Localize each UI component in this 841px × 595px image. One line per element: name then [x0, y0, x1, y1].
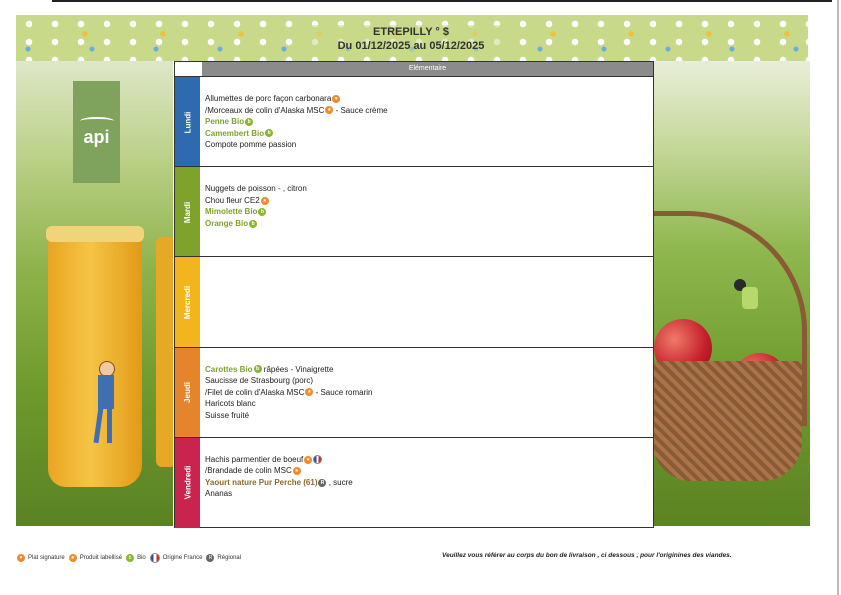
- date-range: Du 01/12/2025 au 05/12/2025: [337, 40, 485, 52]
- regional-badge-icon: R: [206, 554, 214, 562]
- day-row-mardi: [175, 166, 653, 257]
- bio-badge-icon: b: [249, 220, 257, 228]
- menu-item-text: Compote pomme passion: [205, 140, 297, 149]
- scan-right-rule: [837, 0, 839, 595]
- apple-basket-photo: [652, 61, 810, 526]
- menu-item: [205, 116, 649, 128]
- menu-item: [205, 375, 649, 387]
- footer-note: Veuillez vous référer au corps du bon de livraison , ci dessous , pour l'originines des viandes.: [442, 552, 732, 559]
- menu-item-text: /Morceaux de colin d'Alaska MSC: [205, 105, 325, 115]
- logo-wave-icon: [80, 117, 114, 125]
- menu-item-text: Camembert Bio: [205, 128, 265, 138]
- menu-item: [205, 488, 649, 500]
- menu-item-text: Hachis parmentier de boeuf: [205, 454, 304, 464]
- day-label: Vendredi: [183, 465, 193, 500]
- legend-label: Plat signature: [28, 555, 65, 561]
- menu-item-text: Haricots blanc: [205, 399, 256, 409]
- day-label: Mercredi: [183, 285, 193, 320]
- bio-badge-icon: b: [245, 118, 253, 126]
- menu-item-text: Yaourt nature Pur Perche (61): [205, 477, 318, 487]
- menu-item-text: Penne Bio: [205, 117, 245, 126]
- day-tab: [175, 438, 200, 528]
- day-row-jeudi: [175, 347, 653, 438]
- menu-item-suffix: - Sauce crème: [333, 105, 388, 115]
- france-badge-icon: [313, 455, 322, 464]
- menu-item: [205, 105, 649, 117]
- wicker-basket: [652, 361, 802, 481]
- boot-rim: [46, 226, 144, 242]
- menu-item-text: Mimolette Bio: [205, 207, 258, 217]
- day-tab: [175, 257, 200, 347]
- day-row-mercredi: [175, 256, 653, 347]
- menu-table: [174, 61, 654, 528]
- day-menu: [205, 454, 649, 500]
- menu-item-text: Orange Bio: [205, 218, 249, 228]
- menu-item: [205, 139, 649, 151]
- legend-label: Régional: [217, 555, 242, 561]
- header-title: [306, 25, 516, 53]
- day-tab: [175, 348, 200, 438]
- france-badge-icon: [150, 553, 160, 563]
- labellise-badge-icon: ★: [262, 197, 267, 204]
- bio-badge-icon: b: [258, 208, 266, 216]
- menu-item-suffix: , sucre: [326, 477, 353, 487]
- day-menu: [205, 183, 649, 229]
- bio-badge-icon: b: [265, 129, 273, 137]
- menu-item: [205, 465, 649, 477]
- boot-front: [48, 229, 142, 487]
- child-illustration: [734, 279, 762, 319]
- day-menu: [205, 364, 649, 422]
- day-tab: [175, 77, 200, 167]
- signature-badge-icon: ♥: [17, 554, 25, 562]
- menu-item-text: Suisse fruité: [205, 410, 250, 420]
- labellise-badge-icon: ★: [327, 107, 332, 114]
- menu-item: [205, 218, 649, 230]
- labellise-badge-icon: ★: [70, 555, 75, 561]
- menu-item-text: Saucisse de Strasbourg (porc): [205, 376, 314, 386]
- day-label: Jeudi: [183, 382, 192, 404]
- signature-badge-icon: ♥: [332, 95, 340, 103]
- day-label: Lundi: [183, 111, 192, 133]
- bio-badge-icon: b: [254, 365, 262, 373]
- menu-item: [205, 93, 649, 105]
- menu-item: [205, 128, 649, 140]
- polka-dot-header: [16, 15, 808, 61]
- menu-item: [205, 398, 649, 410]
- menu-item: [205, 454, 649, 466]
- menu-item-text: /Filet de colin d'Alaska MSC: [205, 387, 305, 397]
- scan-top-rule: [52, 0, 832, 2]
- menu-item: [205, 195, 649, 207]
- school-name: ETREPILLY ° $: [373, 26, 449, 38]
- child-illustration: [90, 361, 120, 447]
- legend-label: Bio: [137, 555, 146, 561]
- signature-badge-icon: ♥: [304, 456, 312, 464]
- menu-item: [205, 387, 649, 399]
- menu-item-text: Nuggets de poisson - , citron: [205, 184, 307, 194]
- menu-item: [205, 410, 649, 422]
- labellise-badge-icon: ★: [294, 468, 299, 475]
- menu-item-suffix: râpées - Vinaigrette: [261, 364, 334, 374]
- day-menu: [205, 93, 649, 151]
- legend: [16, 553, 241, 563]
- regional-badge-icon: R: [318, 479, 326, 487]
- bio-badge-icon: b: [126, 554, 134, 562]
- menu-item-text: Chou fleur CE2: [205, 195, 260, 205]
- menu-item-text: Allumettes de porc façon carbonara: [205, 94, 332, 103]
- legend-label: Origine France: [162, 555, 203, 561]
- legend-label: Produit labellisé: [79, 555, 123, 561]
- menu-item-text: Ananas: [205, 489, 233, 499]
- menu-item: [205, 183, 649, 195]
- menu-item-text: /Brandade de colin MSC: [205, 466, 292, 476]
- day-tab: [175, 167, 200, 257]
- column-header: Elémentaire: [202, 62, 653, 76]
- boot-back: [156, 237, 173, 467]
- menu-item: [205, 364, 649, 376]
- boots-photo: [16, 61, 173, 526]
- labellise-badge-icon: ★: [307, 389, 312, 396]
- menu-item: [205, 477, 649, 489]
- logo-text: api: [83, 126, 110, 147]
- day-label: Mardi: [183, 201, 192, 223]
- menu-item-suffix: - Sauce romarin: [313, 387, 373, 397]
- day-row-vendredi: [175, 437, 653, 528]
- menu-item-text: Carottes Bio: [205, 364, 253, 374]
- day-row-lundi: [175, 76, 653, 167]
- api-logo: [73, 81, 120, 183]
- menu-item: [205, 206, 649, 218]
